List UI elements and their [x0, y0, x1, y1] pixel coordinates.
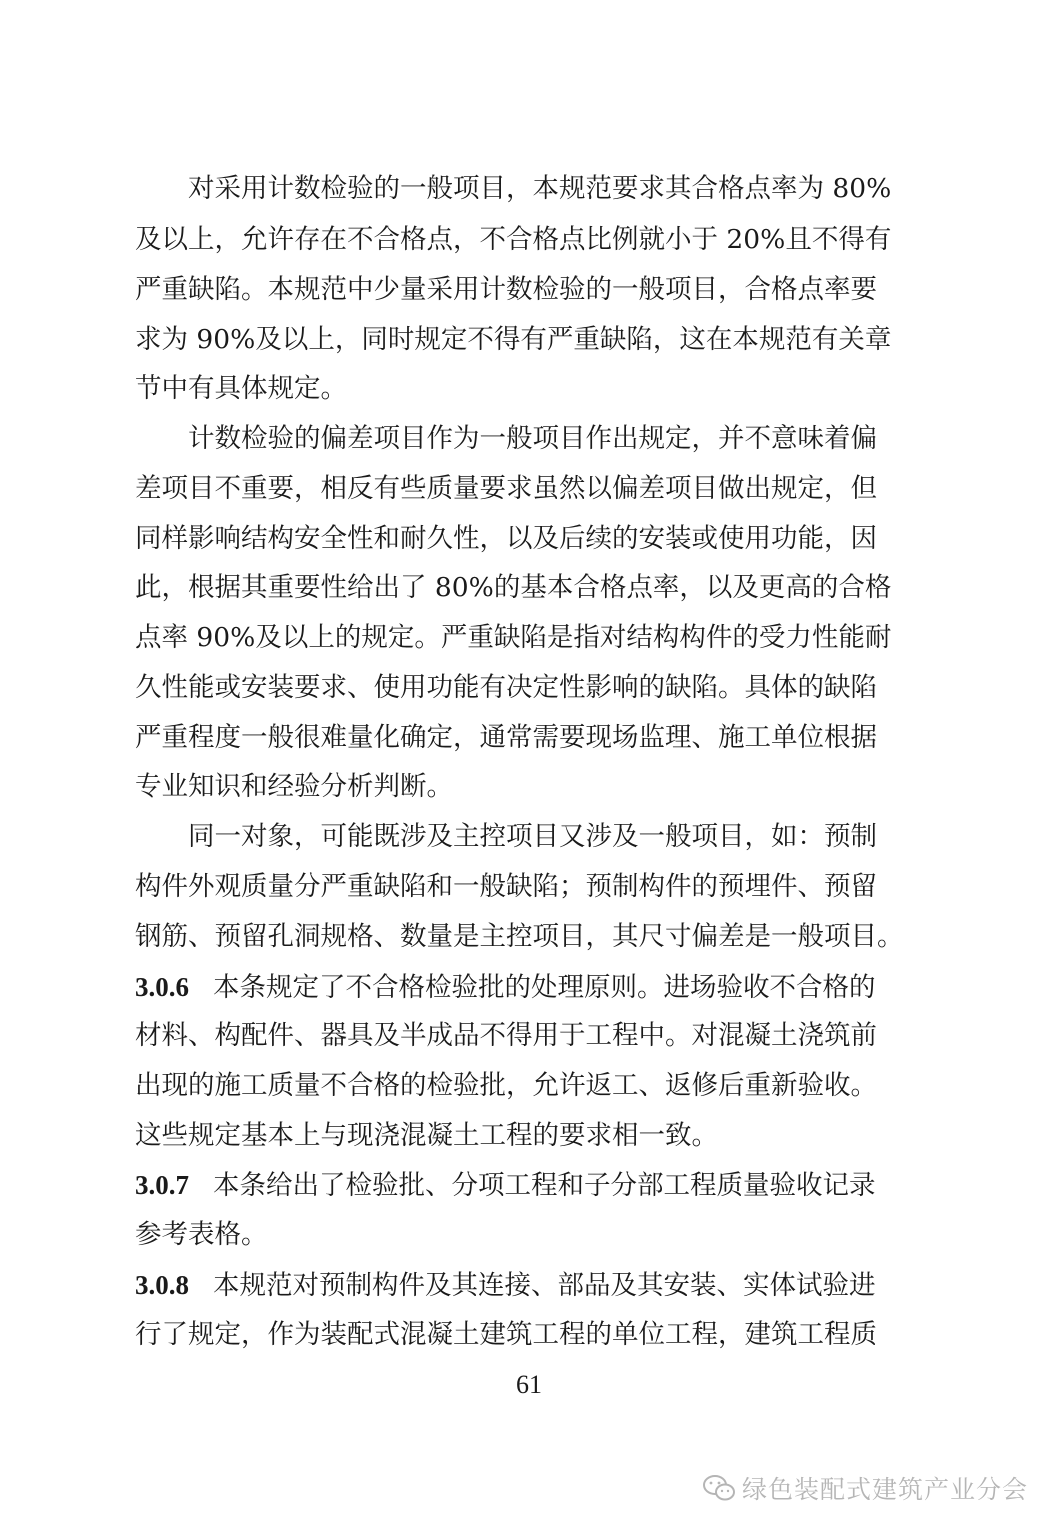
text-line: 严重程度一般很难量化确定，通常需要现场监理、施工单位根据 [135, 722, 877, 753]
clause-number: 3.0.8 [135, 1270, 189, 1300]
text-line: 差项目不重要，相反有些质量要求虽然以偏差项目做出规定，但 [135, 473, 877, 504]
text-line: 久性能或安装要求、使用功能有决定性影响的缺陷。具体的缺陷 [135, 672, 877, 703]
text-line: 此，根据其重要性给出了 80%的基本合格点率，以及更高的合格 [135, 572, 892, 603]
wechat-icon [702, 1473, 736, 1503]
text-line: 专业知识和经验分析判断。 [135, 771, 453, 802]
text-line: 出现的施工质量不合格的检验批，允许返工、返修后重新验收。 [135, 1070, 877, 1101]
text-line: 同样影响结构安全性和耐久性，以及后续的安装或使用功能，因 [135, 523, 877, 554]
clause-text: 本规范对预制构件及其连接、部品及其安装、实体试验进 [213, 1270, 876, 1301]
text-line: 严重缺陷。本规范中少量采用计数检验的一般项目，合格点率要 [135, 274, 877, 305]
text-line: 同一对象，可能既涉及主控项目又涉及一般项目，如：预制 [135, 821, 877, 852]
clause-text: 本条给出了检验批、分项工程和子分部工程质量验收记录 [213, 1170, 876, 1201]
text-line: 参考表格。 [135, 1219, 268, 1250]
text-line: 材料、构配件、器具及半成品不得用于工程中。对混凝土浇筑前 [135, 1020, 877, 1051]
watermark [702, 1468, 1028, 1508]
text-line: 计数检验的偏差项目作为一般项目作出规定，并不意味着偏 [135, 423, 877, 454]
clause-number: 3.0.6 [135, 972, 189, 1002]
text-line: 及以上，允许存在不合格点，不合格点比例就小于 20%且不得有 [135, 224, 892, 255]
watermark-text: 绿色装配式建筑产业分会 [742, 1475, 1029, 1504]
clause-text: 本条规定了不合格检验批的处理原则。进场验收不合格的 [213, 972, 876, 1003]
text-line: 构件外观质量分严重缺陷和一般缺陷；预制构件的预埋件、预留 [135, 871, 877, 902]
text-line: 节中有具体规定。 [135, 373, 347, 404]
clause-first-line [135, 1167, 925, 1204]
clause-first-line [135, 969, 925, 1006]
clause-first-line [135, 1267, 925, 1304]
clause-number: 3.0.7 [135, 1170, 189, 1200]
text-line: 行了规定，作为装配式混凝土建筑工程的单位工程，建筑工程质 [135, 1319, 877, 1350]
text-line: 这些规定基本上与现浇混凝土工程的要求相一致。 [135, 1120, 718, 1151]
text-line: 对采用计数检验的一般项目，本规范要求其合格点率为 80% [135, 173, 892, 204]
text-line: 点率 90%及以上的规定。严重缺陷是指对结构构件的受力性能耐 [135, 622, 892, 653]
page-number: 61 [516, 1370, 542, 1399]
text-line: 求为 90%及以上，同时规定不得有严重缺陷，这在本规范有关章 [135, 324, 892, 355]
text-line: 钢筋、预留孔洞规格、数量是主控项目，其尺寸偏差是一般项目。 [135, 921, 904, 952]
